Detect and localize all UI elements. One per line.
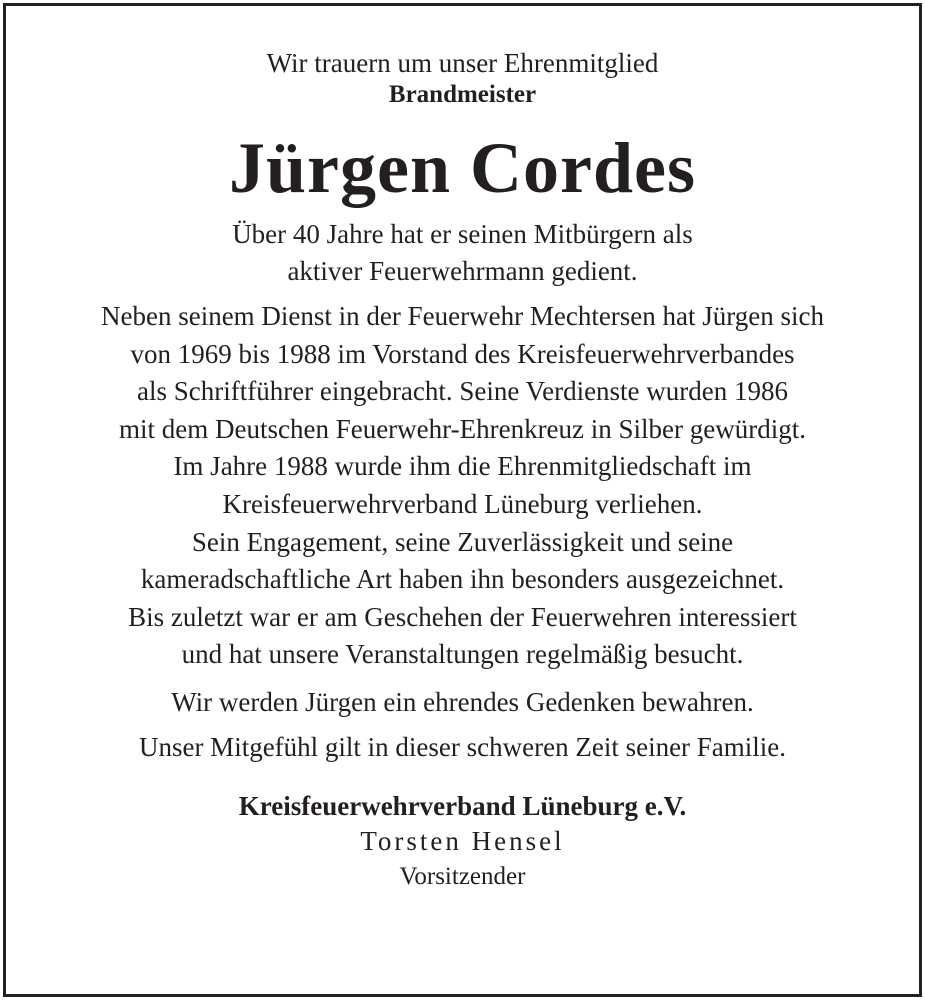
biography-line: Kreisfeuerwehrverband Lüneburg verliehen. xyxy=(222,488,703,519)
lead-line: Über 40 Jahre hat er seinen Mitbürgern als xyxy=(232,219,693,249)
biography-line: als Schriftführer eingebracht. Seine Verdienste wurden 1986 xyxy=(136,376,789,407)
lead-paragraph xyxy=(6,216,919,290)
deceased-name: Jürgen Cordes xyxy=(229,128,696,208)
organization-name: Kreisfeuerwehrverband Lüneburg e.V. xyxy=(238,790,687,821)
biography-line: kameradschaftliche Art haben ihn besonders ausgezeichnet. xyxy=(140,564,785,595)
lead-line: aktiver Feuerwehrmann gedient. xyxy=(287,256,638,286)
biography-paragraph xyxy=(6,298,919,674)
biography-line: Bis zuletzt war er am Geschehen der Feuerwehren interessiert xyxy=(128,601,797,632)
condolence-line: Unser Mitgefühl gilt in dieser schweren Zeit seiner Familie. xyxy=(138,731,787,762)
biography-line: und hat unsere Veranstaltungen regelmäßig besucht. xyxy=(181,639,744,670)
biography-line: Neben seinem Dienst in der Feuerwehr Mechtersen hat Jürgen sich xyxy=(100,301,825,331)
biography-line: mit dem Deutschen Feuerwehr-Ehrenkreuz in Silber gewürdigt. xyxy=(119,413,806,444)
biography-line: Sein Engagement, seine Zuverlässigkeit und seine xyxy=(191,526,734,557)
biography-line: Im Jahre 1988 wurde ihm die Ehrenmitgliedschaft im xyxy=(173,451,752,482)
signer-name: Torsten Hensel xyxy=(360,825,565,856)
remembrance-line: Wir werden Jürgen ein ehrendes Gedenken bewahren. xyxy=(171,686,754,717)
notice-content xyxy=(6,6,919,895)
rank-title: Brandmeister xyxy=(388,81,537,108)
signer-title: Vorsitzender xyxy=(399,862,526,890)
obituary-notice xyxy=(3,3,922,997)
biography-line: von 1969 bis 1988 im Vorstand des Kreisfeuerwehrverbandes xyxy=(130,338,795,369)
intro-line: Wir trauern um unser Ehrenmitglied xyxy=(266,48,659,78)
